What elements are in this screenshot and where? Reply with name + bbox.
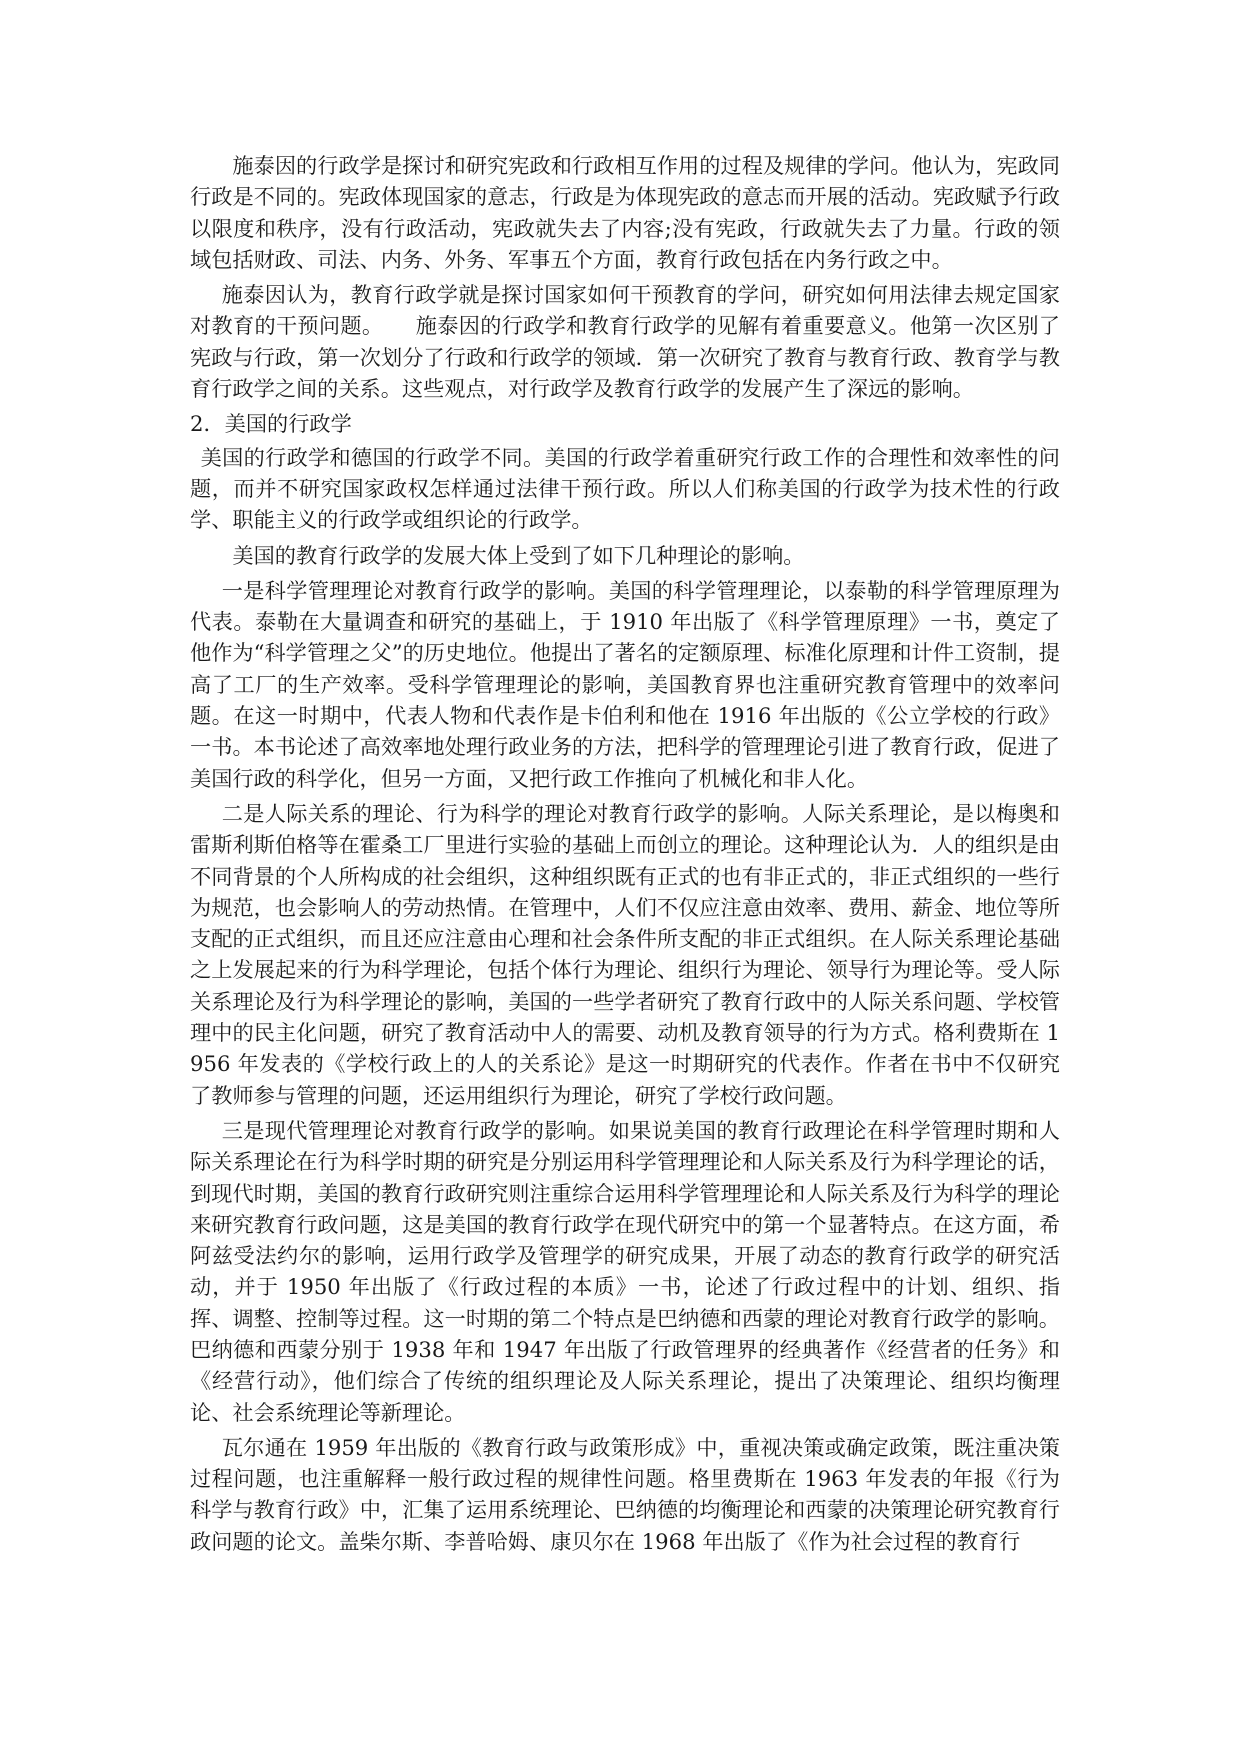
paragraph-theory-influences: 美国的教育行政学的发展大体上受到了如下几种理论的影响。 <box>232 542 805 568</box>
paragraph-us-administration-intro: 美国的行政学和德国的行政学不同。美国的行政学着重研究行政工作的合理性和效率性的问题，而并不研究国家政权怎样通过法律干预行政。所以人们称美国的行政学为技术性的行政学、职能主义的行政学或组织论的行政学。 <box>190 444 1060 533</box>
paragraph-walton-griffiths: 瓦尔通在 1959 年出版的《教育行政与政策形成》中，重视决策或确定政策，既注重决策过程问题，也注重解释一般行政过程的规律性问题。格里费斯在 1963 年发表的年报《行为科学与教育行政》中，汇集了运用系统理论、巴纳德的均衡理论和西蒙的决策理论研究教育行政问题的论文。盖柴尔斯、李普哈姆、康贝尔在 1968 年出版了《作为社会过程的教育行 <box>190 1434 1060 1554</box>
paragraph-stein-administration: 施泰因的行政学是探讨和研究宪政和行政相互作用的过程及规律的学问。他认为，宪政同行政是不同的。宪政体现国家的意志，行政是为体现宪政的意志而开展的活动。宪政赋予行政以限度和秩序，没有行政活动，宪政就失去了内容;没有宪政，行政就失去了力量。行政的领域包括财政、司法、内务、外务、军事五个方面，教育行政包括在内务行政之中。 <box>190 153 1060 272</box>
section-heading-us-administration: 2．美国的行政学 <box>190 411 352 437</box>
document-body <box>190 150 1060 1561</box>
paragraph-stein-education-administration: 施泰因认为，教育行政学就是探讨国家如何干预教育的学问，研究如何用法律去规定国家对教育的干预问题。 施泰因的行政学和教育行政学的见解有着重要意义。他第一次区别了宪政与行政，第一次划分了行政和行政学的领域．第一次研究了教育与教育行政、教育学与教育行政学之间的关系。这些观点，对行政学及教育行政学的发展产生了深远的影响。 <box>190 282 1060 402</box>
paragraph-modern-management: 三是现代管理理论对教育行政学的影响。如果说美国的教育行政理论在科学管理时期和人际关系理论在行为科学时期的研究是分别运用科学管理理论和人际关系及行为科学理论的话，到现代时期，美国的教育行政研究则注重综合运用科学管理理论和人际关系及行为科学的理论来研究教育行政问题，这是美国的教育行政学在现代研究中的第一个显著特点。在这方面，希阿兹受法约尔的影响，运用行政学及管理学的研究成果，开展了动态的教育行政学的研究活动，并于 1950 年出版了《行政过程的本质》一书，论述了行政过程中的计划、组织、指挥、调整、控制等过程。这一时期的第二个特点是巴纳德和西蒙的理论对教育行政学的影响。巴纳德和西蒙分别于 1938 年和 1947 年出版了行政管理界的经典著作《经营者的任务》和《经营行动》，他们综合了传统的组织理论及人际关系理论，提出了决策理论、组织均衡理论、社会系统理论等新理论。 <box>190 1117 1060 1425</box>
paragraph-scientific-management: 一是科学管理理论对教育行政学的影响。美国的科学管理理论，以泰勒的科学管理原理为代表。泰勒在大量调查和研究的基础上，于 1910 年出版了《科学管理原理》一书，奠定了他作为“科学管理之父”的历史地位。他提出了著名的定额原理、标准化原理和计件工资制，提高了工厂的生产效率。受科学管理理论的影响，美国教育界也注重研究教育管理中的效率问题。在这一时期中，代表人物和代表作是卡伯利和他在 1916 年出版的《公立学校的行政》一书。本书论述了高效率地处理行政业务的方法，把科学的管理理论引进了教育行政，促进了美国行政的科学化，但另一方面，又把行政工作推向了机械化和非人化。 <box>190 577 1060 791</box>
paragraph-human-relations: 二是人际关系的理论、行为科学的理论对教育行政学的影响。人际关系理论，是以梅奥和雷斯利斯伯格等在霍桑工厂里进行实验的基础上而创立的理论。这种理论认为．人的组织是由不同背景的个人所构成的社会组织，这种组织既有正式的也有非正式的，非正式组织的一些行为规范，也会影响人的劳动热情。在管理中，人们不仅应注意由效率、费用、薪金、地位等所支配的正式组织，而且还应注意由心理和社会条件所支配的非正式组织。在人际关系理论基础之上发展起来的行为科学理论，包括个体行为理论、组织行为理论、领导行为理论等。受人际关系理论及行为科学理论的影响，美国的一些学者研究了教育行政中的人际关系问题、学校管理中的民主化问题，研究了教育活动中人的需要、动机及教育领导的行为方式。格利费斯在 1956 年发表的《学校行政上的人的关系论》是这一时期研究的代表作。作者在书中不仅研究了教师参与管理的问题，还运用组织行为理论，研究了学校行政问题。 <box>190 800 1060 1108</box>
